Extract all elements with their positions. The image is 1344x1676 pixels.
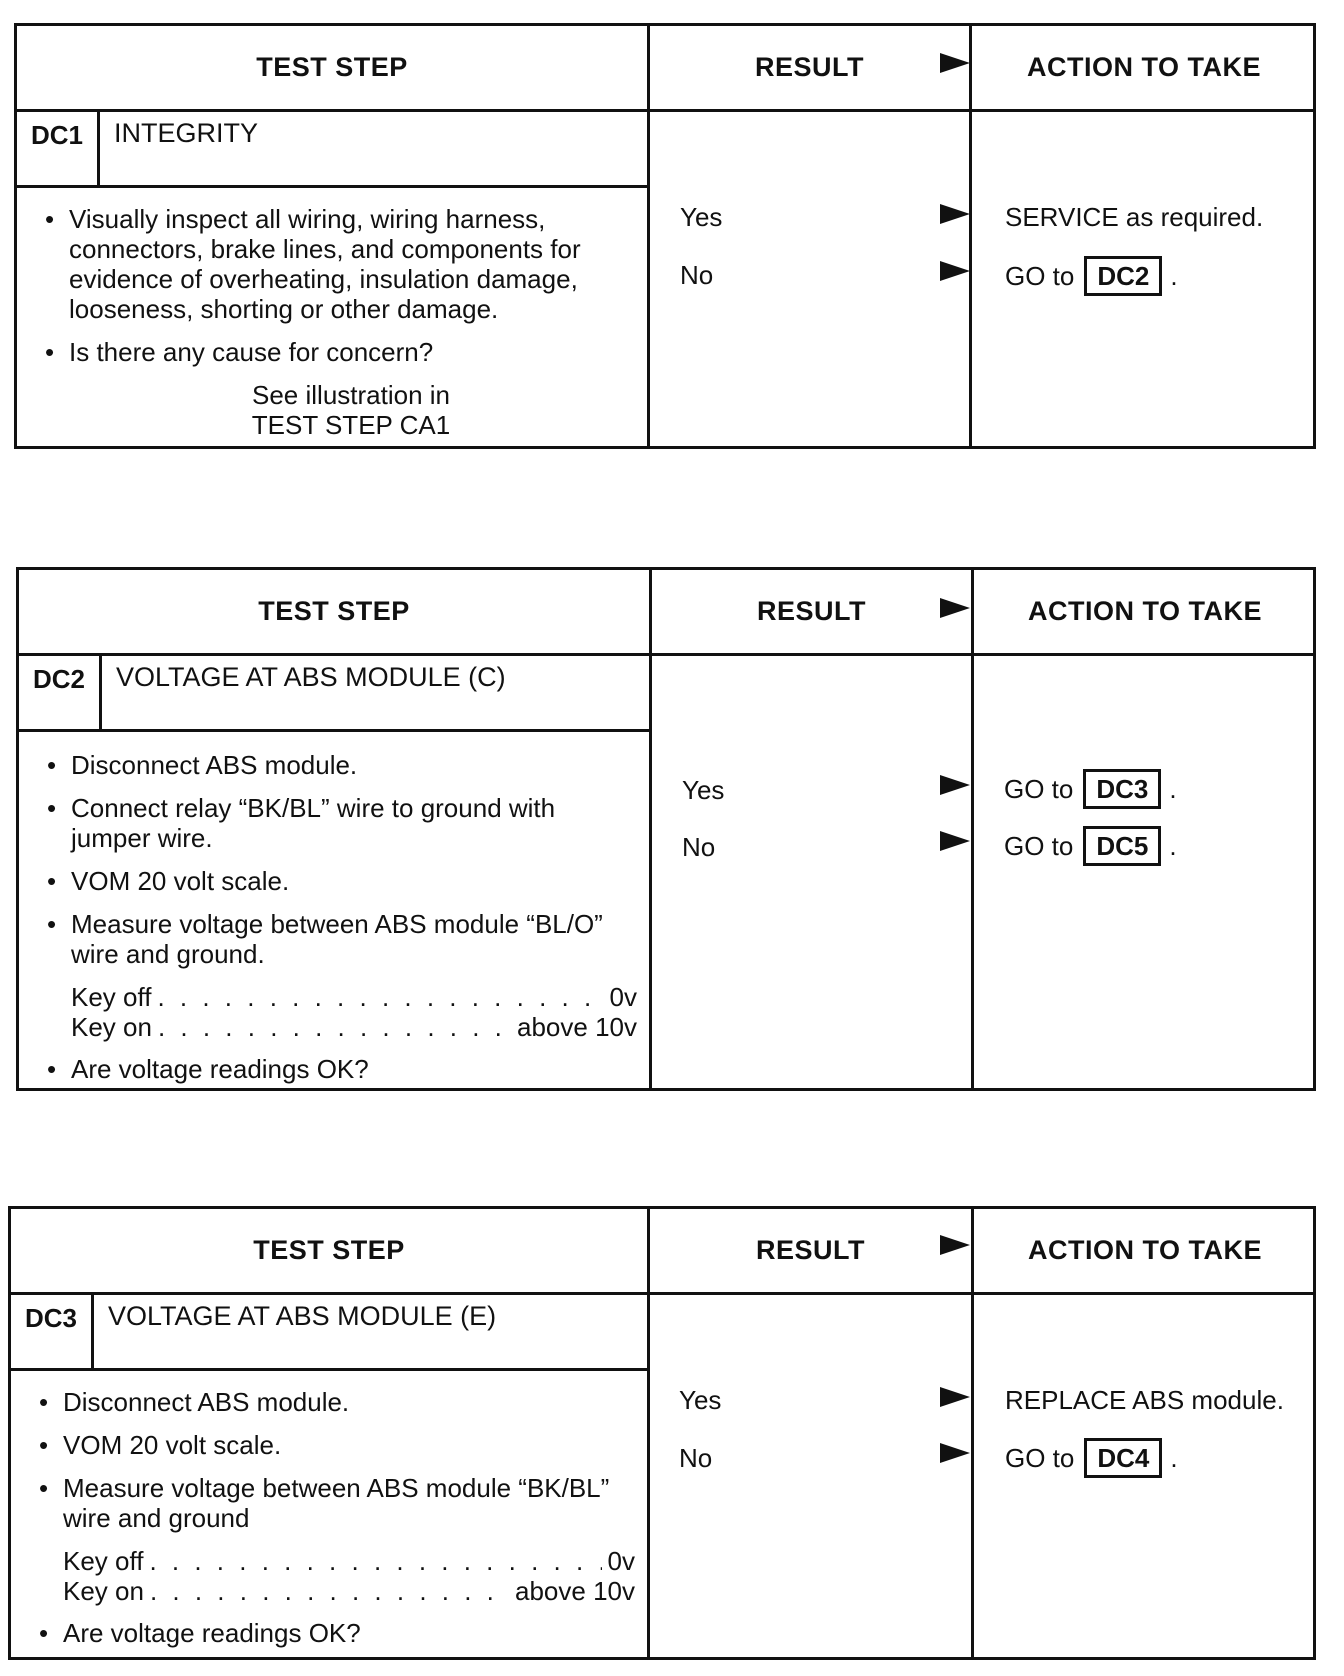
header-arrow-icon [940, 1235, 970, 1255]
step-body [39, 750, 637, 1097]
test-table-dc3 [8, 1206, 1316, 1660]
result-yes: Yes [682, 775, 725, 805]
bullet-icon: • [47, 750, 57, 780]
result-no: No [682, 832, 716, 862]
result-arrow-icon [940, 204, 970, 224]
result-no: No [680, 260, 714, 290]
step-title: VOLTAGE AT ABS MODULE (E) [108, 1301, 497, 1331]
action-no: GO to DC4 . [1005, 1438, 1178, 1478]
instruction-item: • Are voltage readings OK? [39, 1618, 361, 1648]
result-arrow-icon [940, 831, 970, 851]
header-result: RESULT [756, 1235, 865, 1265]
instruction-item: • Disconnect ABS module. [39, 1387, 350, 1417]
instruction-item: • Disconnect ABS module. [47, 750, 358, 780]
reading-row: Key off . . . 0v [63, 1546, 635, 1576]
instruction-item: • Is there any cause for concern? [45, 337, 434, 367]
instruction-item: • Measure voltage between ABS module “BL/O” wire and ground. [47, 909, 603, 969]
instruction-item: • Visually inspect all wiring, wiring harness, connectors, brake lines, and components for evidence of overheating, insulation damage, looseness, shorting or other damage. [45, 204, 581, 324]
test-table-dc2 [16, 567, 1316, 1091]
result-no: No [679, 1443, 713, 1473]
reading-row: Key on . . . above 10v [63, 1576, 635, 1606]
step-reference-link[interactable]: DC5 [1083, 826, 1161, 866]
instruction-item: • VOM 20 volt scale. [47, 866, 290, 896]
step-title: VOLTAGE AT ABS MODULE (C) [116, 662, 506, 692]
header-arrow-icon [940, 53, 970, 73]
step-title: INTEGRITY [114, 118, 259, 148]
result-yes: Yes [680, 202, 723, 232]
action-yes: GO to DC3 . [1004, 769, 1177, 809]
bullet-icon: • [45, 337, 55, 367]
bullet-icon: • [39, 1473, 49, 1503]
readings [39, 982, 637, 1042]
bullet-icon: • [45, 204, 55, 234]
step-reference-link[interactable]: DC3 [1083, 769, 1161, 809]
reading-row: Key on . . . above 10v [71, 1012, 637, 1042]
result-arrow-icon [940, 1387, 970, 1407]
step-id: DC1 [30, 120, 83, 150]
result-arrow-icon [940, 775, 970, 795]
step-id: DC2 [32, 664, 85, 694]
step-body [37, 204, 633, 440]
header-test-step: TEST STEP [258, 596, 410, 626]
bullet-icon: • [47, 909, 57, 939]
result-arrow-icon [940, 261, 970, 281]
instruction-item: • Are voltage readings OK? [47, 1054, 369, 1084]
bullet-icon: • [47, 793, 57, 823]
header-result: RESULT [755, 52, 864, 82]
instruction-item: • Measure voltage between ABS module “BK/BL” wire and ground [39, 1473, 610, 1533]
instruction-item: • VOM 20 volt scale. [39, 1430, 282, 1460]
result-arrow-icon [940, 1443, 970, 1463]
bullet-icon: • [39, 1618, 49, 1648]
bullet-icon: • [39, 1387, 49, 1417]
reading-row: Key off . . . 0v [71, 982, 637, 1012]
step-body [31, 1387, 635, 1661]
header-test-step: TEST STEP [256, 52, 408, 82]
header-action: ACTION TO TAKE [1028, 1235, 1262, 1265]
header-test-step: TEST STEP [253, 1235, 405, 1265]
readings [31, 1546, 635, 1606]
step-reference-link[interactable]: DC4 [1084, 1438, 1162, 1478]
bullet-icon: • [47, 1054, 57, 1084]
action-yes: SERVICE as required. [1005, 202, 1264, 232]
action-yes: REPLACE ABS module. [1005, 1385, 1284, 1415]
bullet-icon: • [39, 1430, 49, 1460]
action-no: GO to DC2 . [1005, 256, 1178, 296]
test-table-dc1 [14, 23, 1316, 449]
step-reference-link[interactable]: DC2 [1084, 256, 1162, 296]
header-result: RESULT [757, 596, 866, 626]
header-action: ACTION TO TAKE [1028, 596, 1262, 626]
action-no: GO to DC5 . [1004, 826, 1177, 866]
result-yes: Yes [679, 1385, 722, 1415]
header-arrow-icon [940, 598, 970, 618]
instruction-item: • Connect relay “BK/BL” wire to ground with jumper wire. [47, 793, 556, 853]
bullet-icon: • [47, 866, 57, 896]
step-id: DC3 [24, 1303, 77, 1333]
illustration-note: See illustration in TEST STEP CA1 [251, 380, 451, 440]
header-action: ACTION TO TAKE [1027, 52, 1261, 82]
